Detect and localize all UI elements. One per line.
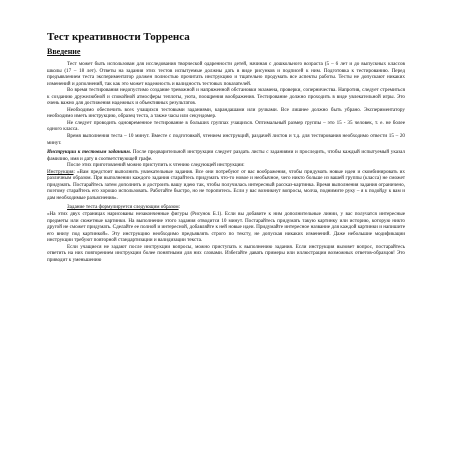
document-title: Тест креативности Торренса (47, 31, 190, 43)
paragraph: Тест может быть использован для исследования творческой одаренности детей, начиная с дошкольного возраста (5 – 6 лет и до выпускных классов школы (17 – 18 лет). Ответы на задания этих тестов испытуемые должны дать в виде рисунков и подписей к ним. Подготовка к тестированию. Перед предъявлением теста экспериментатор должен полностью прочитать инструкцию и тщательно продумать все аспекты работы. Тесты не допускают никаких изменений и дополнений, так как это может надежность и валидность тестовых показателей. (47, 61, 405, 87)
paragraph-lead: Инструкции к тестовым заданиям. (47, 149, 132, 156)
paragraph: Во время тестирования недопустимо создание тревожной и напряженной обстановки экзамена, проверки, соперничества. Напротив, следует стремиться к созданию дружелюбной и спокойной атмосферы теплоты, уюта, поощрения воображения. Тестирование должно проходить в виде увлекательной игры. Это очень важно для достижения надежных и объективных результатов. (47, 87, 405, 107)
paragraph: «На этих двух страницах нарисованы незаконченные фигуры (Рисунок Б.1). Если вы добавите к ним дополнительные линии, у вас получатся интересные предметы или сюжетные картинки. На выполнение этого задания отводится 10 минут. Постарайтесь придумать такую картинку или историю, которую никто другой не сможет придумать. Сделайте ее полной и интересной, добавляйте к ней новые идеи. Придумайте интересное название для каждой картинки и напишите его внизу под картинкой». Эту инструкцию необходимо предъявлять строго по тексту, не допуская никаких изменений. Даже небольшие модификации инструкции требуют повторной стандартизации и валидизации текста. (47, 211, 405, 244)
paragraph: Время выполнения теста – 10 минут. Вместе с подготовкой, чтением инструкций, раздачей листов и т.д. для тестирования необходимо отвести 15 – 20 минут. (47, 133, 405, 146)
document-body (47, 61, 405, 263)
paragraph-lead: Задание теста формулируется следующим образом (67, 204, 179, 211)
paragraph: Задание теста формулируется следующим образом: (67, 204, 181, 211)
paragraph: Не следует проводить одновременное тестирование в больших группах учащихся. Оптимальный размер группы – это 15 - 35 человек, т. е. не более одного класса. (47, 119, 405, 133)
paragraph: Инструкция: «Вам предстоит выполнить увлекательные задания. Все они потребуют от вас воображения, чтобы придумать новые идеи и скомбинировать их различным образом. При выполнении каждого задания старайтесь придумать что-то новое и необычное, чего никто больше из вашей группы (класса) не сможет придумать. Постарайтесь затем дополнить и достроить вашу идею так, чтобы получилась интересный рассказ-картинка. Время выполнения задания ограничено, поэтому старайтесь его хорошо использовать. Работайте быстро, но не торопитесь. Если у вас возникнут вопросы, молча, поднимите руку – я к подойду к вам и дам необходимые разъяснения». (47, 168, 405, 201)
paragraph-lead: Инструкция (47, 168, 74, 175)
section-heading: Введение (47, 47, 81, 56)
paragraph: Если учащиеся не задают после инструкции вопросы, можно приступать к выполнению задания. Если инструкция вызовет вопрос, постарайтесь ответить на них повторением инструкции более понятными для них словами. Избегайте давать примеры или иллюстрации возможных ответов-образцов! Это приводит к уменьшению (47, 243, 405, 263)
paragraph: После этих приготовлений можно приступить к чтению следующей инструкции: (67, 162, 245, 169)
paragraph: Необходимо обеспечить всех учащихся тестовыми заданиями, карандашами или ручками. Все лишнее должно быть убрано. Экспериментатору необходимо иметь инструкцию, образец теста, а также часы или секундомер. (47, 106, 405, 120)
paragraph: Инструкции к тестовым заданиям. После предварительной инструкции следует раздать листы с заданиями и проследить, чтобы каждый испытуемый указал фамилию, имя и дату в соответствующей графе. (47, 149, 405, 162)
